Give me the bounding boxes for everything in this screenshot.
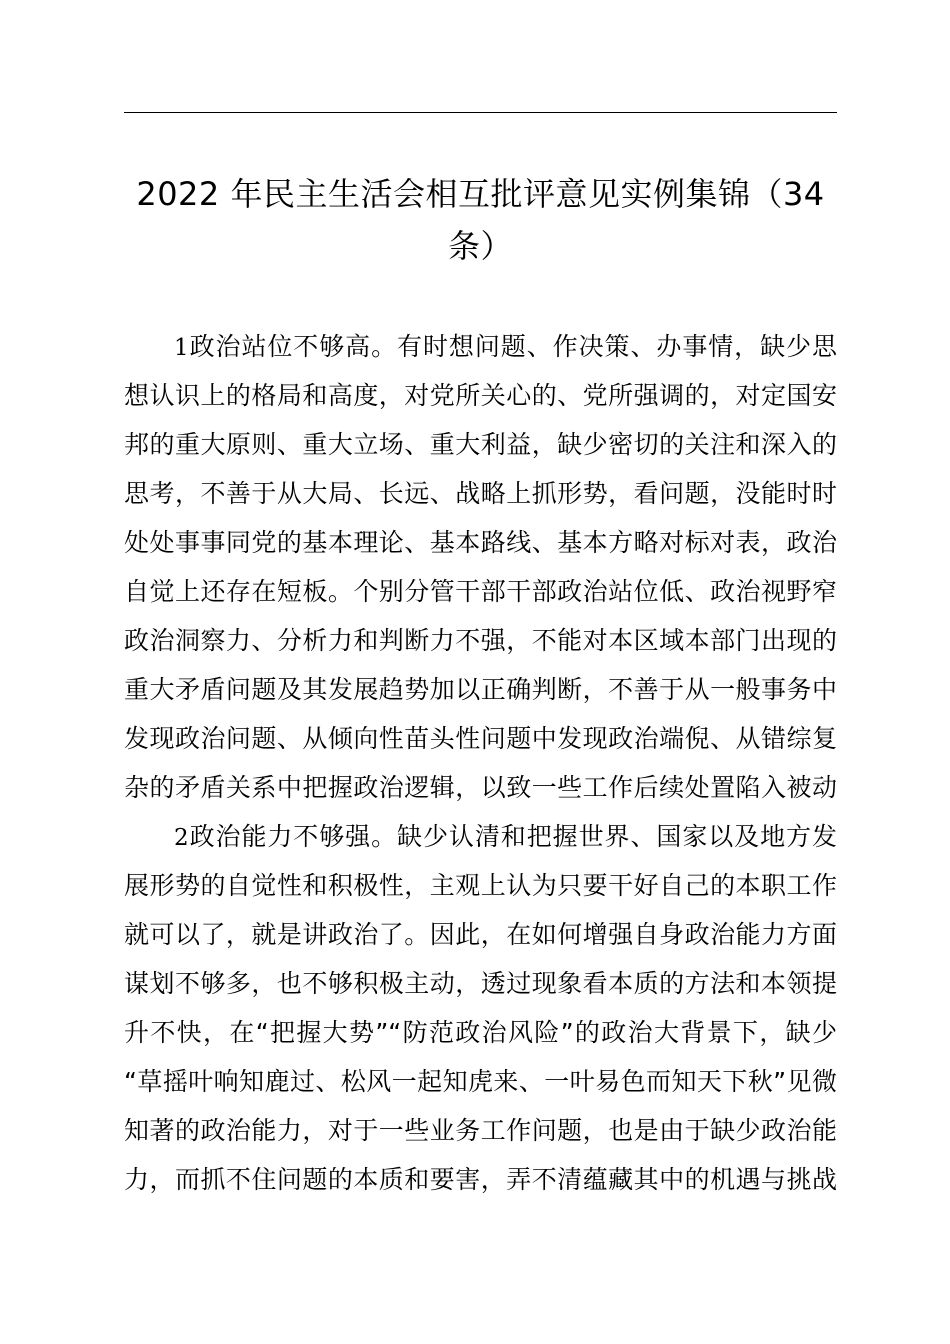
paragraph-1-line: 想认识上的格局和高度，对党所关心的、党所强调的，对定国安 [124, 381, 837, 410]
paragraph-2-line: 展形势的自觉性和积极性，主观上认为只要干好自己的本职工作 [124, 871, 837, 900]
paragraph-text: 政治能力不够强。缺少认清和把握世界、国家以及地方发 [188, 822, 837, 851]
paragraph-1-line: 自觉上还存在短板。个别分管干部干部政治站位低、政治视野窄 [124, 577, 837, 606]
title-line-2: 条） [447, 227, 513, 265]
paragraph-2-line: “草摇叶响知鹿过、松风一起知虎来、一叶易色而知天下秋”见微 [124, 1067, 837, 1096]
header-rule [124, 112, 837, 113]
paragraph-1-number: 1 [174, 335, 189, 361]
paragraph-1-line: 政治洞察力、分析力和判断力不强，不能对本区域本部门出现的 [124, 626, 837, 655]
paragraph-1-line-1 [124, 322, 837, 371]
paragraph-1-line: 邦的重大原则、重大立场、重大利益，缺少密切的关注和深入的 [124, 430, 837, 459]
paragraph-2-line: 就可以了，就是讲政治了。因此，在如何增强自身政治能力方面 [124, 920, 837, 949]
paragraph-2-number: 2 [174, 825, 189, 851]
paragraph-2-line: 知著的政治能力，对于一些业务工作问题，也是由于缺少政治能 [124, 1116, 837, 1145]
paragraph-2-line-1 [124, 812, 837, 861]
paragraph-text: 政治站位不够高。有时想问题、作决策、办事情，缺少思 [188, 332, 837, 361]
paragraph-1-line: 发现政治问题、从倾向性苗头性问题中发现政治端倪、从错综复 [124, 724, 837, 753]
paragraph-1-line: 处处事事同党的基本理论、基本路线、基本方略对标对表，政治 [124, 528, 837, 557]
document-title [118, 168, 843, 272]
paragraph-2-line: 力，而抓不住问题的本质和要害，弄不清蕴藏其中的机遇与挑战 [124, 1165, 837, 1194]
paragraph-1-line: 重大矛盾问题及其发展趋势加以正确判断，不善于从一般事务中 [124, 675, 837, 704]
paragraph-2-line: 升不快，在“把握大势”“防范政治风险”的政治大背景下，缺少 [124, 1018, 837, 1047]
paragraph-1-line: 杂的矛盾关系中把握政治逻辑，以致一些工作后续处置陷入被动 [124, 773, 837, 802]
paragraph-2-line: 谋划不够多，也不够积极主动，透过现象看本质的方法和本领提 [124, 969, 837, 998]
title-line-1: 2022 年民主生活会相互批评意见实例集锦（34 [136, 175, 825, 213]
document-body [124, 322, 837, 1204]
paragraph-1-line: 思考，不善于从大局、长远、战略上抓形势，看问题，没能时时 [124, 479, 837, 508]
